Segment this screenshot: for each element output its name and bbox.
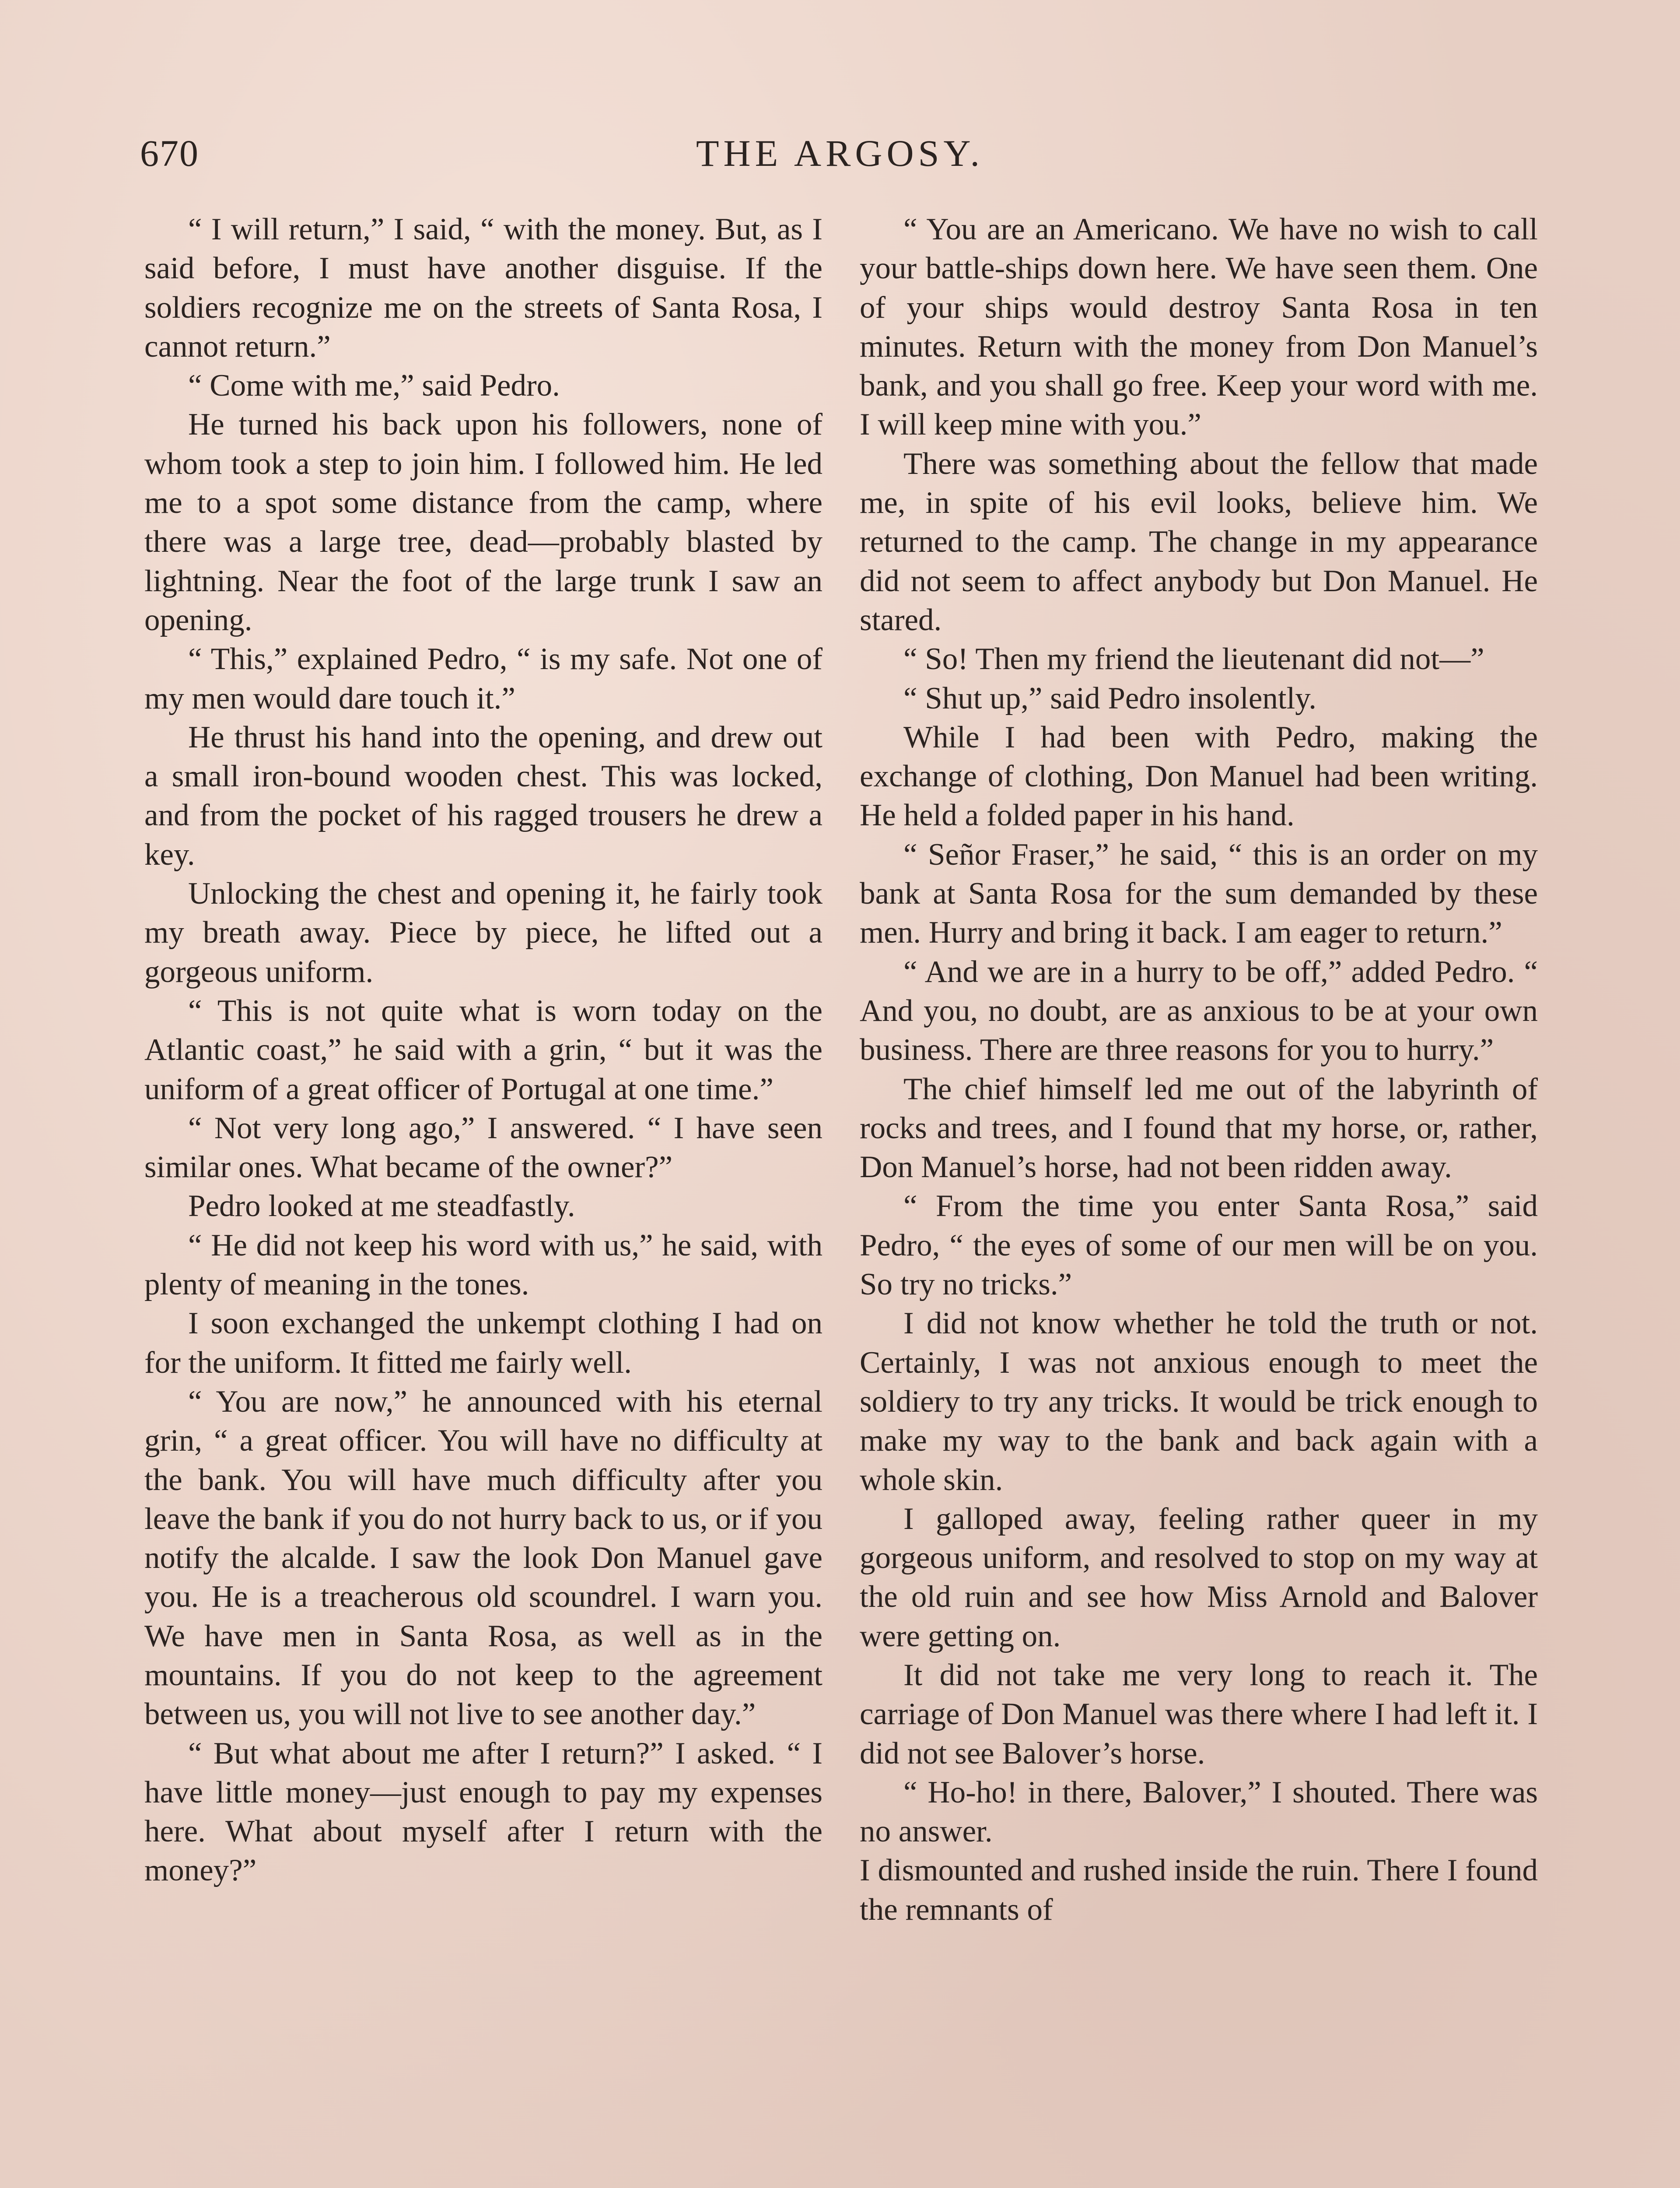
paragraph: “ Ho-ho! in there, Balover,” I shouted. There was no answer. xyxy=(860,1775,1538,1849)
paragraph: “ Not very long ago,” I answered. “ I have seen similar ones. What became of the owner?” xyxy=(144,1111,822,1185)
right-column xyxy=(860,210,1538,1929)
paragraph: There was something about the fellow that made me, in spite of his evil looks, believe him. We returned to the camp. The change in my appearance did not seem to affect anybody but Don Manuel. He stared. xyxy=(860,446,1538,637)
paragraph: “ From the time you enter Santa Rosa,” said Pedro, “ the eyes of some of our men will be on you. So try no tricks.” xyxy=(860,1189,1538,1302)
paragraph: “ Señor Fraser,” he said, “ this is an order on my bank at Santa Rosa for the sum demanded by these men. Hurry and bring it back. I am eager to return.” xyxy=(860,837,1538,950)
paragraph: While I had been with Pedro, making the exchange of clothing, Don Manuel had been writing. He held a folded paper in his hand. xyxy=(860,720,1538,833)
paragraph: Unlocking the chest and opening it, he fairly took my breath away. Piece by piece, he lifted out a gorgeous uniform. xyxy=(144,877,822,989)
paragraph: “ I will return,” I said, “ with the money. But, as I said before, I must have another disguise. If the soldiers recognize me on the streets of Santa Rosa, I cannot return.” xyxy=(144,212,822,364)
paragraph: “ This is not quite what is worn today on the Atlantic coast,” he said with a grin, “ but it was the uniform of a great officer of Portugal at one time.” xyxy=(144,993,822,1106)
paragraph: “ This,” explained Pedro, “ is my safe. Not one of my men would dare touch it.” xyxy=(144,642,822,715)
paragraph: I dismounted and rushed inside the ruin. There I found the remnants of xyxy=(860,1853,1538,1927)
paragraph: He turned his back upon his followers, none of whom took a step to join him. I followed him. He led me to a spot some distance from the camp, where there was a large tree, dead—probably blasted by lightning. Near the foot of the large trunk I saw an opening. xyxy=(144,407,822,637)
paragraph: Pedro looked at me steadfastly. xyxy=(188,1189,575,1224)
paragraph: I galloped away, feeling rather queer in my gorgeous uniform, and resolved to stop on my way at the old ruin and see how Miss Arnold and Balover were getting on. xyxy=(860,1501,1538,1653)
paragraph: “ Come with me,” said Pedro. xyxy=(188,368,560,403)
paragraph: I did not know whether he told the truth or not. Certainly, I was not anxious enough to meet the soldiery to try any tricks. It would be trick enough to make my way to the bank and back again with a whole skin. xyxy=(860,1306,1538,1497)
paragraph: “ You are now,” he announced with his eternal grin, “ a great officer. You will have no difficulty at the bank. You will have much difficulty after you leave the bank if you do not hurry back to us, or if you notify the alcalde. I saw the look Don Manuel gave you. He is a treacherous old scoundrel. I warn you. We have men in Santa Rosa, as well as in the mountains. If you do not keep to the agreement between us, you will not live to see another day.” xyxy=(144,1384,822,1732)
paragraph: “ So! Then my friend the lieutenant did not—” xyxy=(903,642,1484,677)
paragraph: “ But what about me after I return?” I asked. “ I have little money—just enough to pay my expenses here. What about myself after I return with the money?” xyxy=(144,1736,822,1888)
paragraph: I soon exchanged the unkempt clothing I had on for the uniform. It fitted me fairly well. xyxy=(144,1306,822,1380)
running-head: THE ARGOSY. xyxy=(696,132,984,174)
paragraph: The chief himself led me out of the labyrinth of rocks and trees, and I found that my horse, or, rather, Don Manuel’s horse, had not been ridden away. xyxy=(860,1072,1538,1185)
page-header xyxy=(140,131,1540,179)
left-column xyxy=(144,210,822,1890)
paragraph: “ He did not keep his word with us,” he said, with plenty of meaning in the tones. xyxy=(144,1228,822,1302)
paragraph: “ Shut up,” said Pedro insolently. xyxy=(903,681,1316,715)
paragraph: He thrust his hand into the opening, and drew out a small iron-bound wooden chest. This was locked, and from the pocket of his ragged trousers he drew a key. xyxy=(144,720,822,872)
page-number: 670 xyxy=(140,132,199,174)
paragraph: It did not take me very long to reach it. The carriage of Don Manuel was there where I had left it. I did not see Balover’s horse. xyxy=(860,1658,1538,1771)
paragraph: “ You are an Americano. We have no wish to call your battle-ships down here. We have seen them. One of your ships would destroy Santa Rosa in ten minutes. Return with the money from Don Manuel’s bank, and you shall go free. Keep your word with me. I will keep mine with you.” xyxy=(860,212,1538,442)
paragraph: “ And we are in a hurry to be off,” added Pedro. “ And you, no doubt, are as anxious to be at your own business. There are three reasons for you to hurry.” xyxy=(860,954,1538,1067)
